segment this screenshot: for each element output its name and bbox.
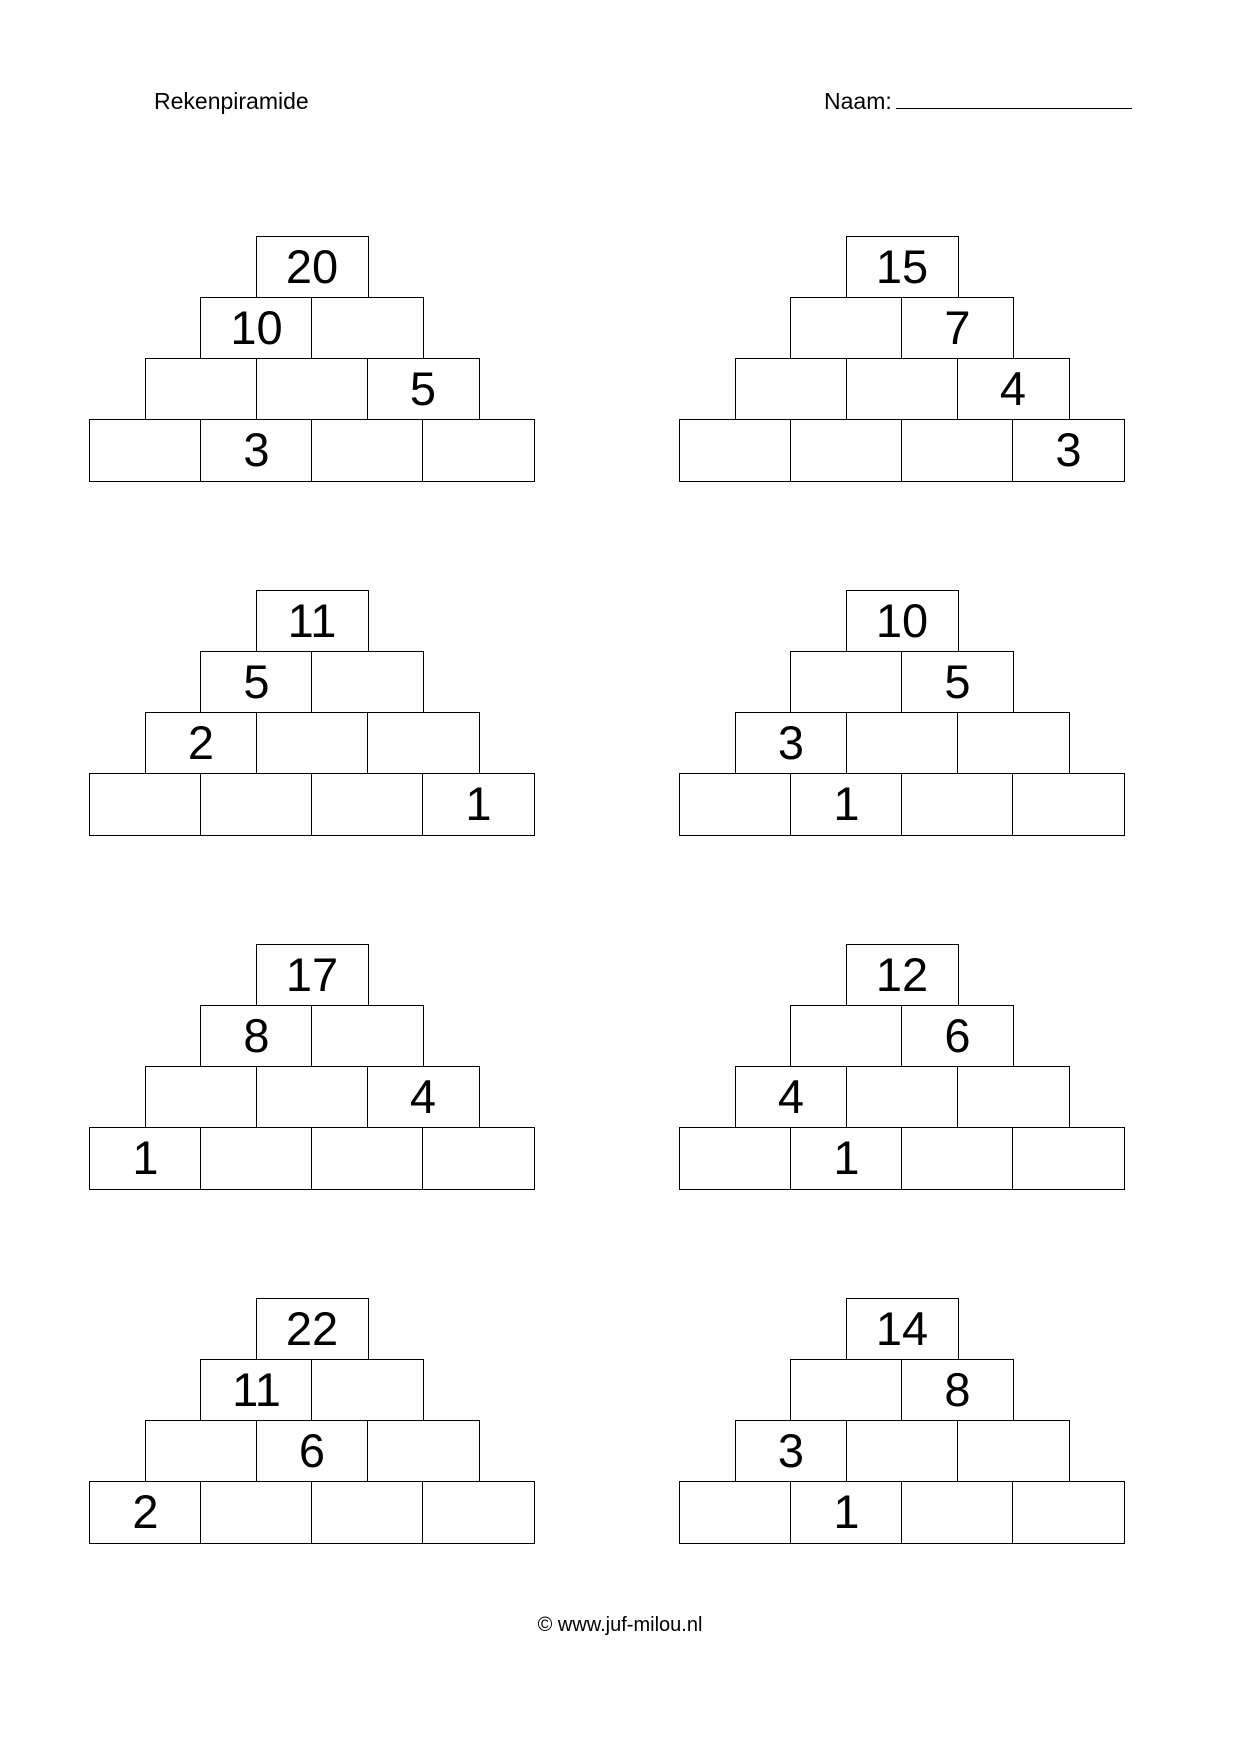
pyramid-empty-cell[interactable] bbox=[367, 1420, 480, 1483]
pyramid-empty-cell[interactable] bbox=[1012, 1127, 1125, 1190]
pyramid-empty-cell[interactable] bbox=[311, 1481, 424, 1544]
pyramid-cell: 11 bbox=[200, 1359, 313, 1422]
pyramid-empty-cell[interactable] bbox=[367, 712, 480, 775]
pyramid-empty-cell[interactable] bbox=[901, 1481, 1014, 1544]
footer-copyright: © www.juf-milou.nl bbox=[537, 1614, 703, 1636]
pyramid-empty-cell[interactable] bbox=[256, 712, 369, 775]
pyramid-cell: 6 bbox=[256, 1420, 369, 1483]
pyramid-cell: 5 bbox=[901, 651, 1014, 714]
pyramid-empty-cell[interactable] bbox=[790, 1005, 903, 1068]
pyramid-empty-cell[interactable] bbox=[679, 419, 792, 482]
pyramid-cell: 22 bbox=[256, 1298, 369, 1361]
pyramid-cell: 15 bbox=[846, 236, 959, 299]
pyramid-cell: 2 bbox=[145, 712, 258, 775]
pyramid-empty-cell[interactable] bbox=[89, 773, 202, 836]
name-line[interactable] bbox=[896, 88, 1132, 109]
pyramid-empty-cell[interactable] bbox=[790, 1359, 903, 1422]
name-field[interactable] bbox=[824, 88, 1132, 114]
pyramid-cell: 11 bbox=[256, 590, 369, 653]
pyramid-empty-cell[interactable] bbox=[957, 1420, 1070, 1483]
pyramid-empty-cell[interactable] bbox=[846, 358, 959, 421]
pyramid-empty-cell[interactable] bbox=[145, 1420, 258, 1483]
pyramid-cell: 1 bbox=[89, 1127, 202, 1190]
pyramid-cell: 1 bbox=[790, 1127, 903, 1190]
pyramid-4 bbox=[679, 590, 1127, 836]
pyramid-cell: 1 bbox=[422, 773, 535, 836]
pyramid-empty-cell[interactable] bbox=[901, 773, 1014, 836]
pyramid-empty-cell[interactable] bbox=[311, 773, 424, 836]
pyramid-empty-cell[interactable] bbox=[145, 358, 258, 421]
pyramid-cell: 8 bbox=[901, 1359, 1014, 1422]
pyramid-empty-cell[interactable] bbox=[200, 1127, 313, 1190]
pyramid-empty-cell[interactable] bbox=[311, 297, 424, 360]
pyramid-8 bbox=[679, 1298, 1127, 1544]
pyramid-cell: 6 bbox=[901, 1005, 1014, 1068]
pyramid-2 bbox=[679, 236, 1127, 482]
pyramid-empty-cell[interactable] bbox=[422, 1481, 535, 1544]
pyramid-empty-cell[interactable] bbox=[311, 1127, 424, 1190]
pyramid-5 bbox=[89, 944, 537, 1190]
pyramid-6 bbox=[679, 944, 1127, 1190]
pyramid-cell: 3 bbox=[735, 712, 848, 775]
pyramid-empty-cell[interactable] bbox=[256, 1066, 369, 1129]
pyramid-empty-cell[interactable] bbox=[679, 1481, 792, 1544]
pyramid-1 bbox=[89, 236, 537, 482]
pyramid-cell: 10 bbox=[200, 297, 313, 360]
pyramid-3 bbox=[89, 590, 537, 836]
pyramid-empty-cell[interactable] bbox=[790, 297, 903, 360]
pyramid-empty-cell[interactable] bbox=[200, 773, 313, 836]
pyramid-empty-cell[interactable] bbox=[311, 651, 424, 714]
pyramid-cell: 1 bbox=[790, 1481, 903, 1544]
pyramid-empty-cell[interactable] bbox=[145, 1066, 258, 1129]
pyramid-cell: 4 bbox=[367, 1066, 480, 1129]
pyramid-empty-cell[interactable] bbox=[846, 1420, 959, 1483]
pyramid-cell: 7 bbox=[901, 297, 1014, 360]
pyramid-cell: 4 bbox=[957, 358, 1070, 421]
pyramid-cell: 10 bbox=[846, 590, 959, 653]
pyramid-empty-cell[interactable] bbox=[846, 1066, 959, 1129]
pyramid-cell: 17 bbox=[256, 944, 369, 1007]
page-title: Rekenpiramide bbox=[154, 88, 309, 114]
pyramid-cell: 12 bbox=[846, 944, 959, 1007]
pyramid-cell: 1 bbox=[790, 773, 903, 836]
pyramid-cell: 3 bbox=[200, 419, 313, 482]
pyramid-cell: 3 bbox=[1012, 419, 1125, 482]
pyramid-empty-cell[interactable] bbox=[311, 1005, 424, 1068]
pyramid-empty-cell[interactable] bbox=[846, 712, 959, 775]
pyramid-cell: 8 bbox=[200, 1005, 313, 1068]
pyramid-empty-cell[interactable] bbox=[901, 1127, 1014, 1190]
pyramid-empty-cell[interactable] bbox=[1012, 773, 1125, 836]
pyramid-empty-cell[interactable] bbox=[311, 1359, 424, 1422]
pyramid-empty-cell[interactable] bbox=[790, 419, 903, 482]
pyramid-empty-cell[interactable] bbox=[311, 419, 424, 482]
name-label: Naam: bbox=[824, 88, 892, 114]
pyramid-empty-cell[interactable] bbox=[790, 651, 903, 714]
pyramid-7 bbox=[89, 1298, 537, 1544]
pyramid-empty-cell[interactable] bbox=[957, 1066, 1070, 1129]
pyramid-empty-cell[interactable] bbox=[422, 419, 535, 482]
pyramid-cell: 14 bbox=[846, 1298, 959, 1361]
pyramid-empty-cell[interactable] bbox=[1012, 1481, 1125, 1544]
pyramid-empty-cell[interactable] bbox=[735, 358, 848, 421]
pyramid-cell: 4 bbox=[735, 1066, 848, 1129]
pyramid-empty-cell[interactable] bbox=[256, 358, 369, 421]
pyramid-cell: 20 bbox=[256, 236, 369, 299]
pyramid-cell: 3 bbox=[735, 1420, 848, 1483]
pyramid-cell: 2 bbox=[89, 1481, 202, 1544]
pyramid-empty-cell[interactable] bbox=[89, 419, 202, 482]
pyramid-empty-cell[interactable] bbox=[200, 1481, 313, 1544]
pyramid-empty-cell[interactable] bbox=[679, 773, 792, 836]
pyramid-empty-cell[interactable] bbox=[679, 1127, 792, 1190]
pyramid-cell: 5 bbox=[367, 358, 480, 421]
pyramid-empty-cell[interactable] bbox=[901, 419, 1014, 482]
pyramid-empty-cell[interactable] bbox=[422, 1127, 535, 1190]
pyramid-empty-cell[interactable] bbox=[957, 712, 1070, 775]
pyramid-cell: 5 bbox=[200, 651, 313, 714]
